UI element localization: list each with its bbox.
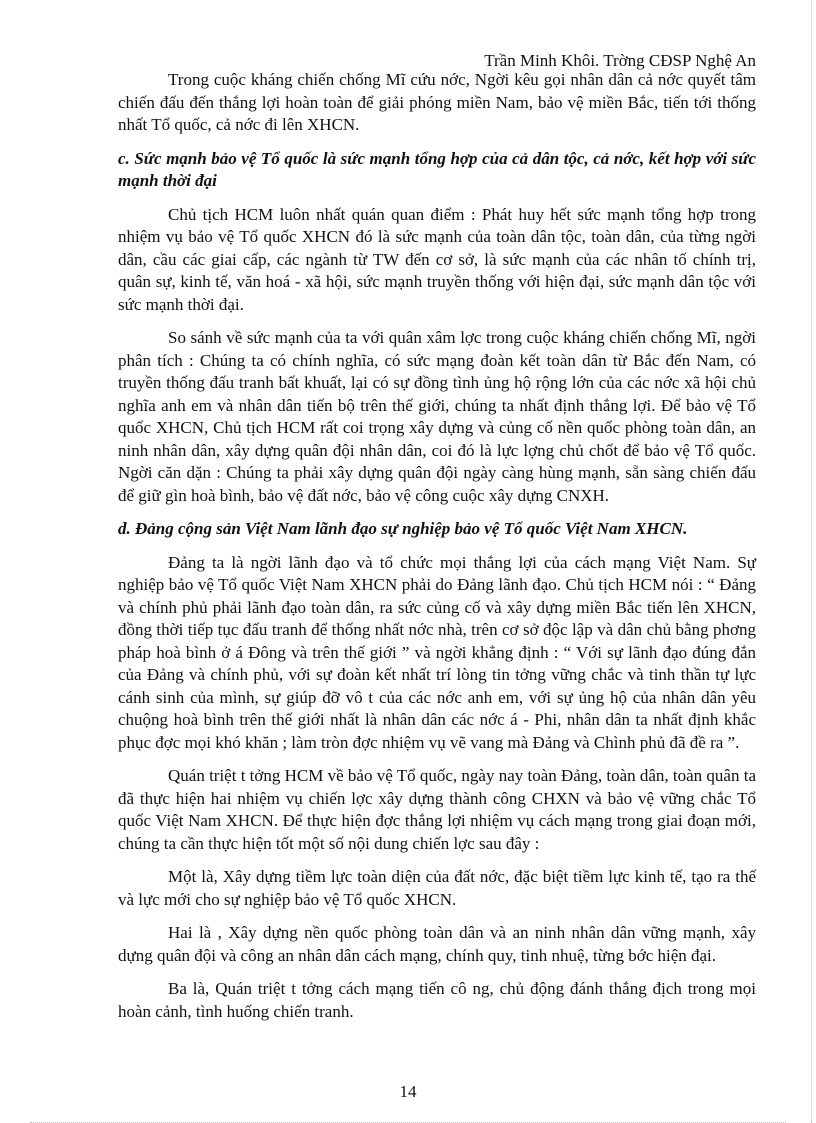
paragraph-hcm-view: Chủ tịch HCM luôn nhất quán quan điểm : Phát huy hết sức mạnh tổng hợp trong nhiệm vụ bảo vệ Tổ quốc XHCN đó là sức mạnh của toàn dân tộc, toàn dân, của từng ngời dân, cầu các giai cấp, các ngành từ TW đến cơ sở, là sức mạnh của các nhân tố chính trị, quân sự, kinh tế, văn hoá - xã hội, sức mạnh truyền thống với hiện đại, sức mạnh dân tộc với sức mạnh thời đại. bbox=[118, 204, 756, 314]
paragraph-point-two: Hai là , Xây dựng nền quốc phòng toàn dân và an ninh nhân dân vững mạnh, xây dựng quân đội và công an nhân dân cách mạng, chính quy, tinh nhuệ, từng bớc hiện đại. bbox=[118, 923, 756, 965]
paragraph-comparison: So sánh về sức mạnh của ta với quân xâm lợc trong cuộc kháng chiến chống Mĩ, ngời phân tích : Chúng ta có chính nghĩa, có sức mạng đoàn kết toàn dân từ Bắc đến Nam, có truyền thống đấu tranh bất khuất, lại có sự đồng tình ủng hộ rộng lớn của các nớc xã hội chủ nghĩa anh em và nhân dân tiến bộ trên thế giới, chúng ta nhất định thắng lợi. Để bảo vệ Tổ quốc XHCN, Chủ tịch HCM rất coi trọng xây dựng và củng cố nền quốc phòng toàn dân, an ninh nhân dân, xây dựng quân đội nhân dân, coi đó là lực lợng chủ chốt để bảo vệ Tổ quốc. Ngời căn dặn : Chúng ta phải xây dựng quân đội ngày càng hùng mạnh, sẵn sàng chiến đấu để giữ gìn hoà bình, bảo vệ đất nớc, bảo vệ công cuộc xây dựng CNXH. bbox=[118, 328, 756, 505]
paragraph-strategic-tasks: Quán triệt t tởng HCM về bảo vệ Tổ quốc, ngày nay toàn Đảng, toàn dân, toàn quân ta đã thực hiện hai nhiệm vụ chiến lợc xây dựng thành công CHXN và bảo vệ vững chắc Tổ quốc Việt Nam XHCN. Để thực hiện đợc thắng lợi nhiệm vụ cách mạng trong giai đoạn mới, chúng ta cần thực hiện tốt một số nội dung chiến lợc sau đây : bbox=[118, 766, 756, 853]
paragraph-point-three: Ba là, Quán triệt t tởng cách mạng tiến cô ng, chủ động đánh thắng địch trong mọi hoàn cảnh, tình huống chiến tranh. bbox=[118, 979, 756, 1021]
page-number: 14 bbox=[399, 1082, 417, 1101]
paragraph-party-leadership: Đảng ta là ngời lãnh đạo và tổ chức mọi thắng lợi của cách mạng Việt Nam. Sự nghiệp bảo vệ Tổ quốc Việt Nam XHCN phải do Đảng lãnh đạo. Chủ tịch HCM nói : “ Đảng và chính phủ phải lãnh đạo toàn dân, ra sức củng cố và xây dựng miền Bắc tiến lên XHCN, đồng thời tiếp tục đấu tranh để thống nhất nớc nhà, trên cơ sở độc lập và dân chủ bằng phơng pháp hoà bình ở á Đông và trên thế giới ” và ngời khẳng định : “ Với sự lãnh đạo đúng đắn của Đảng và chính phủ, với sự đoàn kết nhất trí lòng tin tởng vững chắc và tinh thần tự lực cánh sinh của mình, sự giúp đỡ vô t của các nớc anh em, với sự ủng hộ của nhân dân yêu chuộng hoà bình trên thế giới nhất là nhân dân các nớc á - Phi, nhân dân ta nhất định khắc phục đợc mọi khó khăn ; làm tròn đợc nhiệm vụ vẽ vang mà Đảng và Chình phủ đã đề ra ”. bbox=[118, 552, 756, 752]
page-content bbox=[118, 69, 756, 1034]
section-heading-c: c. Sức mạnh bảo vệ Tổ quốc là sức mạnh tổng hợp của cả dân tộc, cả nớc, kết hợp với sức mạnh thời đại bbox=[118, 148, 756, 190]
running-header: Trần Minh Khôi. Trờng CĐSP Nghệ An bbox=[484, 51, 756, 70]
right-border-line bbox=[811, 0, 812, 1123]
paragraph-intro: Trong cuộc kháng chiến chống Mĩ cứu nớc, Ngời kêu gọi nhân dân cả nớc quyết tâm chiến đấu đến thắng lợi hoàn toàn để giải phóng miền Nam, bảo vệ miền Bắc, tiến tới thống nhất Tổ quốc, cả nớc đi lên XHCN. bbox=[118, 70, 756, 134]
section-heading-d: d. Đảng cộng sản Việt Nam lãnh đạo sự nghiệp bảo vệ Tổ quốc Việt Nam XHCN. bbox=[118, 519, 688, 538]
paragraph-point-one: Một là, Xây dựng tiềm lực toàn diện của đất nớc, đặc biệt tiềm lực kinh tế, tạo ra thế và lực mới cho sự nghiệp bảo vệ Tổ quốc XHCN. bbox=[118, 867, 756, 909]
